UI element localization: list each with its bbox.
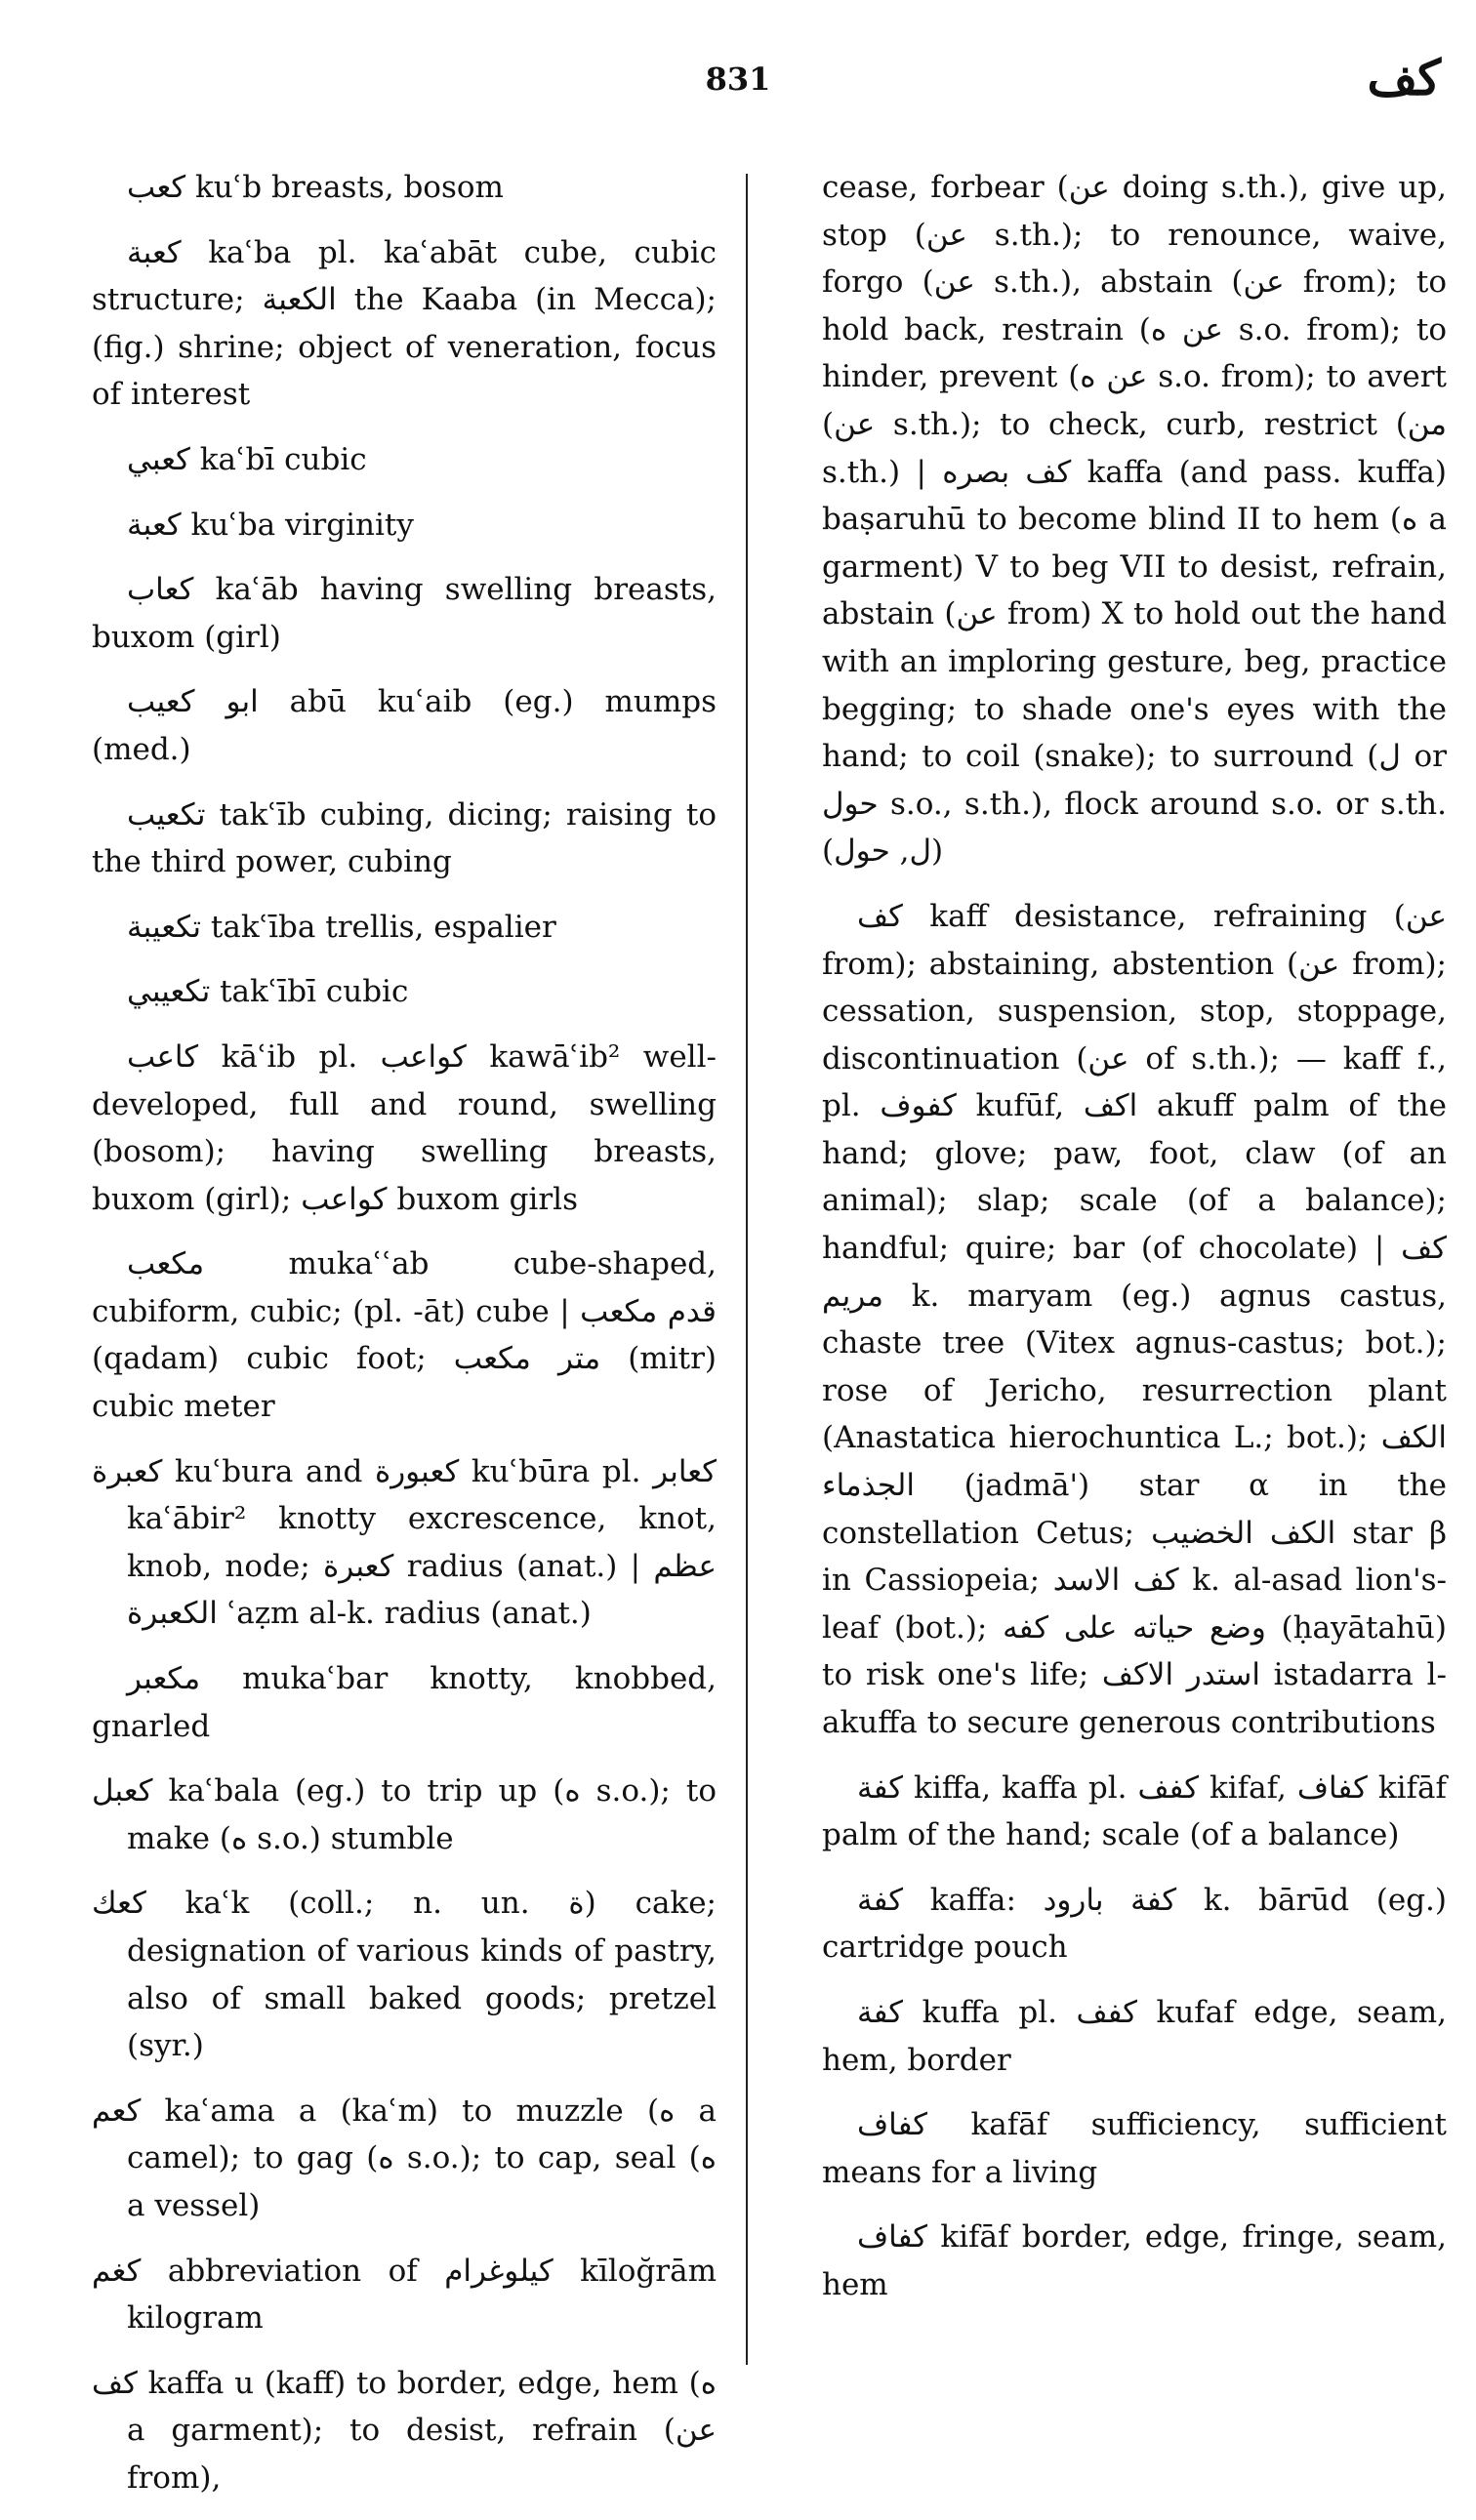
dictionary-entry: كفاف kifāf border, edge, fringe, seam, hem (822, 2219, 1447, 2302)
dictionary-entry: كغم abbreviation of كيلوغرام kīloğrām kilogram (92, 2253, 717, 2337)
dictionary-entry: cease, forbear (عن doing s.th.), give up, stop (عن s.th.); to renounce, waive, forgo (عن s.th.), abstain (عن from); to hold back, restrain (عن ه s.o. from); to hinder, prevent (عن ه s.o. from); to avert (عن s.th.); to check, curb, restrict (من s.th.) | كف بصره kaffa (and pass. kuffa) baṣaruhū to become blind II to hem (ه a garment) V to beg VII to desist, refrain, abstain (عن from) X to hold out the hand with an imploring gesture, beg, practice begging; to shade one's eyes with the hand; to coil (snake); to surround (ل or حول s.o., s.th.), flock around s.o. or s.th. (ل, حول) (822, 170, 1448, 870)
dictionary-entry: كاعب kāʿib pl. كواعب kawāʿib² well-developed, full and round, swelling (bosom); having swelling breasts, buxom (girl); كواعب buxom girls (92, 1038, 717, 1217)
dictionary-entry: تكعيب takʿīb cubing, dicing; raising to the third power, cubing (92, 796, 717, 880)
dictionary-entry: مكعبر mukaʿbar knotty, knobbed, gnarled (92, 1661, 717, 1744)
dictionary-entry: كفة kuffa pl. كفف kufaf edge, seam, hem, border (822, 1994, 1447, 2078)
left-column (92, 164, 717, 2520)
dictionary-entry: مكعب mukaʿʿab cube-shaped, cubiform, cubic; (pl. -āt) cube | قدم مكعب (qadam) cubic foot; متر مكعب (mitr) cubic meter (92, 1246, 718, 1425)
dictionary-entry: كفة kaffa: كفة بارود k. bārūd (eg.) cartridge pouch (822, 1882, 1447, 1966)
column-divider (746, 174, 748, 2365)
dictionary-entry: كعاب kaʿāb having swelling breasts, buxom (girl) (92, 572, 717, 655)
dictionary-entry: كعك kaʿk (coll.; n. un. ة) cake; designation of various kinds of pastry, also of small baked goods; pretzel (syr.) (92, 1886, 717, 2064)
dictionary-entry: ابو كعيب abū kuʿaib (eg.) mumps (med.) (92, 684, 717, 767)
dictionary-entry: كعم kaʿama a (kaʿm) to muzzle (ه a camel); to gag (ه s.o.); to cap, seal (ه a vessel) (92, 2093, 717, 2223)
dictionary-entry: تكعيبي takʿībī cubic (127, 974, 409, 1010)
dictionary-entry: كعبل kaʿbala (eg.) to trip up (ه s.o.); to make (ه s.o.) stumble (92, 1773, 717, 1856)
page-number: 831 (705, 61, 771, 98)
running-head: كف (1367, 49, 1441, 106)
dictionary-entry: كف kaff desistance, refraining (عن from); abstaining, abstention (عن from); cessation, suspension, stop, stoppage, discontinuation (عن of s.th.); — kaff f., pl. كفوف kufūf, اكف akuff palm of the hand; glove; paw, foot, claw (of an animal); slap; scale (of a balance); handful; quire; bar (of chocolate) | كف مريم k. maryam (eg.) agnus castus, chaste tree (Vitex agnus-castus; bot.); rose of Jericho, resurrection plant (Anastatica hierochuntica L.; bot.); الكف الجذماء (jadmā') star α in the constellation Cetus; الكف الخضيب star β in Cassiopeia; كف الاسد k. al-asad lion's-leaf (bot.); وضع حياته على كفه (ḥayātahū) to risk one's life; استدر الاكف istadarra l-akuffa to secure generous contributions (822, 898, 1448, 1740)
dictionary-entry: كفاف kafāf sufficiency, sufficient means for a living (822, 2107, 1447, 2190)
dictionary-entry: كعب kuʿb breasts, bosom (127, 170, 504, 205)
dictionary-entry: كعبي kaʿbī cubic (127, 441, 367, 477)
dictionary-entry: كعبة kaʿba pl. kaʿabāt cube, cubic structure; الكعبة the Kaaba (in Mecca); (fig.) shrine; object of veneration, focus of interest (92, 234, 717, 413)
dictionary-entry: كعبة kuʿba virginity (127, 507, 414, 543)
dictionary-entry: كف kaffa u (kaff) to border, edge, hem (ه a garment); to desist, refrain (عن from), (92, 2365, 717, 2496)
right-column (822, 164, 1447, 2327)
dictionary-entry: كفة kiffa, kaffa pl. كفف kifaf, كفاف kifāf palm of the hand; scale (of a balance) (822, 1769, 1447, 1853)
dictionary-entry: تكعيبة takʿība trellis, espalier (127, 909, 556, 945)
dictionary-entry: كعبرة kuʿbura and كعبورة kuʿbūra pl. كعابر kaʿābir² knotty excrescence, knot, knob, node; كعبرة radius (anat.) | عظم الكعبرة ʿaẓm al-k. radius (anat.) (92, 1453, 717, 1632)
